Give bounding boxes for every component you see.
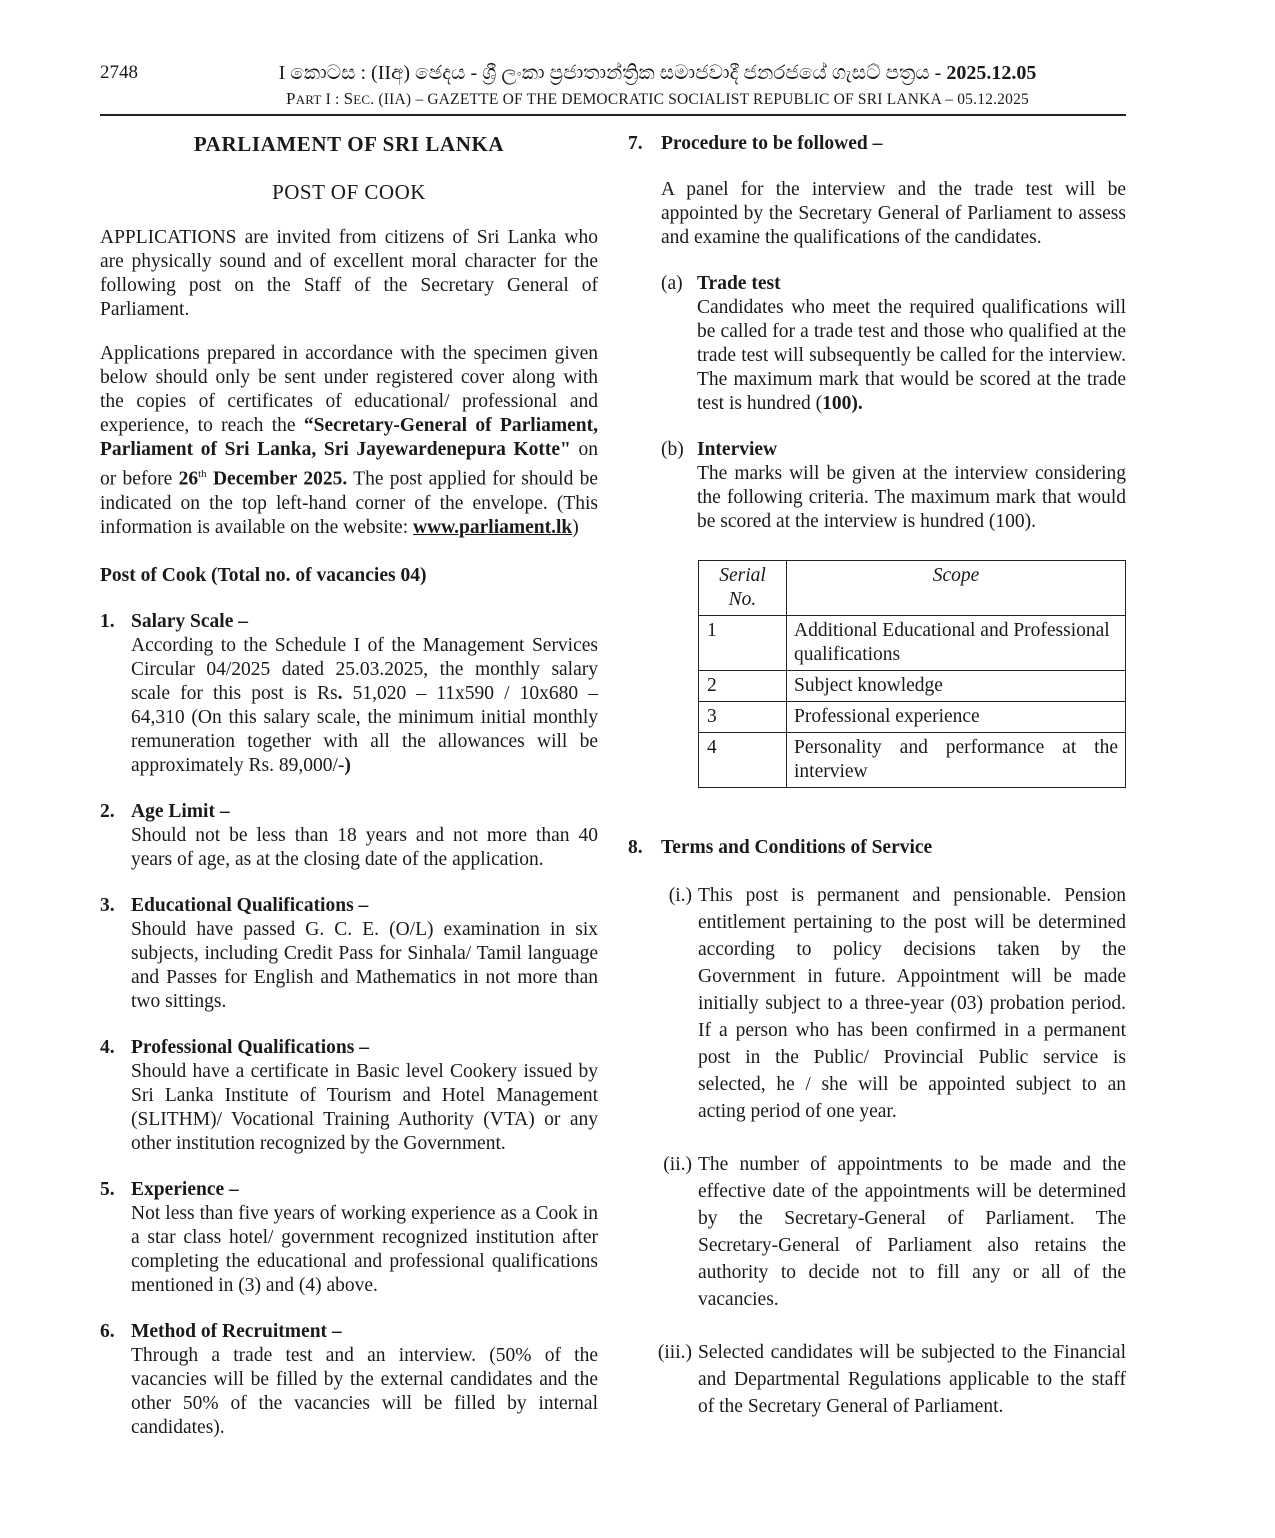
section-number: 6. bbox=[100, 1320, 115, 1342]
header-sinhala bbox=[0, 62, 1275, 85]
section-heading: Terms and Conditions of Service bbox=[661, 837, 933, 858]
section-number: 3. bbox=[100, 894, 115, 916]
table-cell-serial: 4 bbox=[699, 733, 787, 788]
section-heading: Educational Qualifications – bbox=[131, 894, 369, 916]
table-cell-scope: Subject knowledge bbox=[787, 671, 1126, 702]
header-sinhala-part: I කොටස : (IIඅ) ඡෙදය - ශ්‍රී ලංකා ප්‍රජාතාන්ත්‍රික සමාජවාදී ජනරජයේ ගැසට් පත්‍රය - bbox=[278, 62, 942, 84]
term-body: Selected candidates will be subjected to the Financial and Departmental Regulations applicable to the staff of the Secretary General of Parliament. bbox=[698, 1342, 1126, 1417]
document-title: PARLIAMENT OF SRI LANKA bbox=[193, 132, 505, 156]
term-label: (iii.) bbox=[657, 1342, 692, 1363]
header-sinhala-date: 2025.12.05 bbox=[946, 62, 1037, 84]
section-number: 7. bbox=[628, 133, 643, 154]
table-row bbox=[699, 702, 1126, 733]
header-rule bbox=[100, 114, 1126, 116]
term-label: (i.) bbox=[668, 885, 692, 906]
term-item bbox=[628, 882, 1126, 1125]
term-body: This post is permanent and pensionable. Pension entitlement pertaining to the post will be determined according to policy decisions taken by the Government in future. Appointment will be made initially subject to a three-year (03) probation period. If a person who has been confirmed in a permanent post in the Public/ Provincial Public service is selected, he / she will be appointed subject to an acting period of one year. bbox=[698, 885, 1126, 1122]
header-part-rest: ART bbox=[295, 92, 322, 107]
table-row bbox=[699, 616, 1126, 671]
table-header-serial: Serial No. bbox=[699, 561, 787, 616]
header-part-number: I : bbox=[321, 91, 344, 108]
subsection-label: (a) bbox=[661, 273, 683, 294]
post-title: POST OF COOK bbox=[272, 180, 426, 204]
section-heading: Experience – bbox=[131, 1178, 239, 1200]
header-sec-rest: EC bbox=[353, 92, 371, 107]
section-body: Should not be less than 18 years and not more than 40 years of age, as at the closing date of the application. bbox=[131, 824, 598, 870]
subsection-heading: Trade test bbox=[697, 273, 781, 294]
section-professional-qualifications bbox=[100, 1036, 598, 1156]
section-salary-scale bbox=[100, 610, 598, 778]
intro-paragraph: APPLICATIONS are invited from citizens of Sri Lanka who are physically sound and of excellent moral character for the following post on the Staff of the Secretary General of Parliament. bbox=[100, 227, 598, 320]
website-link[interactable]: www.parliament.lk bbox=[413, 516, 573, 538]
page-number: 2748 bbox=[100, 62, 138, 83]
table-cell-scope: Personality and performance at the interview bbox=[787, 733, 1126, 788]
table-header-row bbox=[699, 561, 1126, 616]
section-educational-qualifications bbox=[100, 894, 598, 1014]
subsection-trade-test bbox=[661, 272, 1126, 416]
section-body: Not less than five years of working experience as a Cook in a star class hotel/ government recognized institution after completing the educational and professional qualifications mentioned in (3) and (4) above. bbox=[131, 1202, 598, 1296]
section-body: Through a trade test and an interview. (50% of the vacancies will be filled by the external candidates and the other 50% of the vacancies will be filled by internal candidates). bbox=[131, 1344, 598, 1438]
interview-criteria-table bbox=[698, 560, 1126, 788]
right-column bbox=[628, 130, 1126, 1420]
post-heading: Post of Cook (Total no. of vacancies 04) bbox=[100, 564, 427, 586]
term-body: The number of appointments to be made and the effective date of the appointments will be determined by the Secretary-General of Parliament. The Secretary-General of Parliament also retains the authority to decide not to fill any or all of the vacancies. bbox=[698, 1154, 1126, 1310]
table-cell-serial: 3 bbox=[699, 702, 787, 733]
term-item bbox=[628, 1339, 1126, 1420]
section-terms-conditions bbox=[628, 836, 1126, 860]
section-heading: Method of Recruitment – bbox=[131, 1320, 342, 1342]
section-age-limit bbox=[100, 800, 598, 872]
table-cell-serial: 1 bbox=[699, 616, 787, 671]
section-body: According to the Schedule I of the Management Services Circular 04/2025 dated 25.03.2025, the monthly salary scale for this post is Rs. 51,020 – 11x590 / 10x680 – 64,310 (On this salary scale, the minimum initial monthly remuneration together with all the allowances will be approximately Rs. 89,000/-) bbox=[131, 634, 598, 776]
section-heading: Professional Qualifications – bbox=[131, 1036, 369, 1058]
apps-address: “Secretary-General of Parliament, Parliament of Sri Lanka, Sri Jayewardenepura Kotte" bbox=[100, 415, 598, 460]
subsection-label: (b) bbox=[661, 439, 684, 460]
term-item bbox=[628, 1151, 1126, 1313]
left-column bbox=[100, 130, 598, 1440]
subsection-heading: Interview bbox=[697, 439, 778, 460]
table-cell-scope: Professional experience bbox=[787, 702, 1126, 733]
apps-text-c: on or before bbox=[100, 439, 598, 490]
header-part-initial: P bbox=[286, 89, 296, 108]
section-body: Should have a certificate in Basic level Cookery issued by Sri Lanka Institute of Tourism and Hotel Management (SLITHM)/ Vocational Training Authority (VTA) or any other institution recognized by the Government. bbox=[131, 1060, 598, 1154]
apps-text-g: ) bbox=[572, 516, 579, 538]
section-number: 4. bbox=[100, 1036, 115, 1058]
term-label: (ii.) bbox=[663, 1154, 692, 1175]
section-heading: Age Limit – bbox=[131, 800, 230, 822]
applications-paragraph bbox=[100, 342, 598, 540]
header-sec-initial: S bbox=[343, 89, 354, 108]
section-number: 5. bbox=[100, 1178, 115, 1200]
apps-deadline: December 2025. bbox=[206, 468, 348, 490]
apps-text-a: Applications prepared in accordance with the specimen given below should only be sent under registered cover along with the copies of certificates of educational/ professional and experience, to reach the bbox=[100, 343, 598, 436]
table-cell-serial: 2 bbox=[699, 671, 787, 702]
section-number: 2. bbox=[100, 800, 115, 822]
subsection-body: Candidates who meet the required qualifications will be called for a trade test and those who qualified at the trade test will subsequently be called for the interview. The maximum mark that would be scored at the trade test is hundred (100). bbox=[697, 297, 1126, 414]
header-gazette-title: . (IIA) – GAZETTE OF THE DEMOCRATIC SOCIALIST REPUBLIC OF SRI LANKA – 05.12.2025 bbox=[370, 91, 1029, 108]
subsection-body: The marks will be given at the interview considering the following criteria. The maximum mark that would be scored at the interview is hundred (100). bbox=[697, 463, 1126, 532]
section-procedure bbox=[628, 132, 1126, 156]
section-body: Should have passed G. C. E. (O/L) examination in six subjects, including Credit Pass for Sinhala/ Tamil language and Passes for English and Mathematics in not more than two sittings. bbox=[131, 918, 598, 1012]
apps-day: 26 bbox=[178, 468, 199, 490]
subsection-interview bbox=[661, 438, 1126, 534]
section-experience bbox=[100, 1178, 598, 1298]
section-number: 1. bbox=[100, 610, 115, 632]
procedure-body: A panel for the interview and the trade test will be appointed by the Secretary General of Parliament to assess and examine the qualifications of the candidates. bbox=[661, 179, 1126, 248]
header-english bbox=[0, 89, 1275, 109]
apps-day-suffix: th bbox=[198, 468, 207, 480]
table-row bbox=[699, 671, 1126, 702]
table-header-scope: Scope bbox=[787, 561, 1126, 616]
section-heading: Salary Scale – bbox=[131, 610, 248, 632]
apps-text-f: The post applied for should be indicated on the top left-hand corner of the envelope. (This information is available on the website: bbox=[100, 468, 599, 538]
section-number: 8. bbox=[628, 837, 643, 858]
section-heading: Procedure to be followed – bbox=[661, 133, 883, 154]
section-method-of-recruitment bbox=[100, 1320, 598, 1440]
table-row bbox=[699, 733, 1126, 788]
table-cell-scope: Additional Educational and Professional qualifications bbox=[787, 616, 1126, 671]
